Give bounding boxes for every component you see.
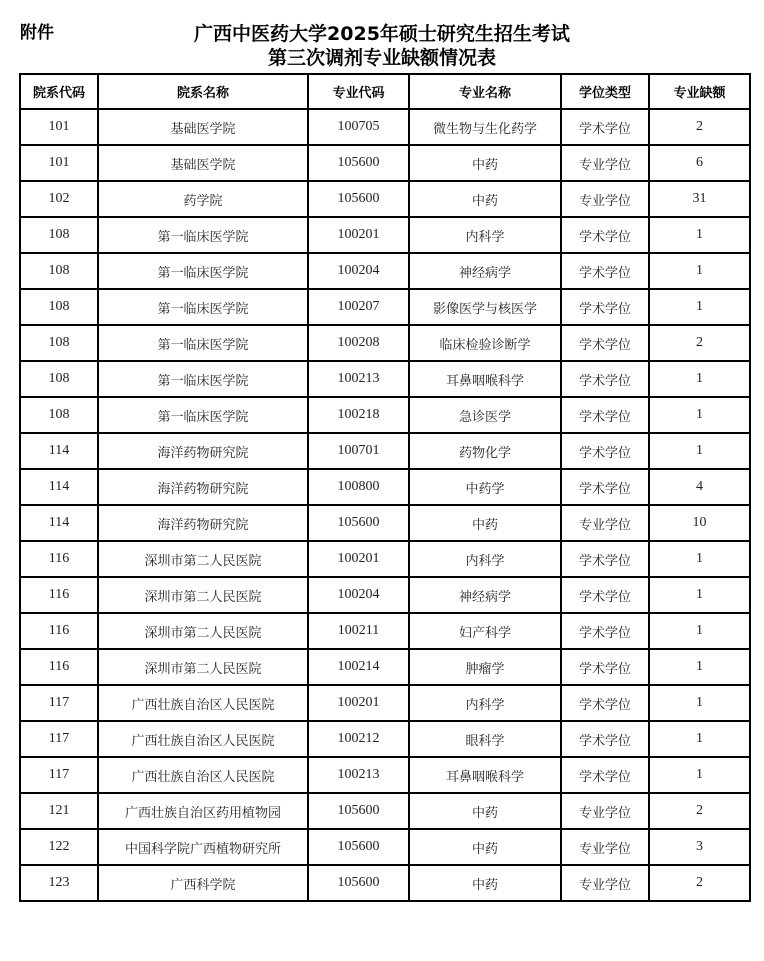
dept-name-cell: 广西科学院 <box>98 865 308 901</box>
major-code-cell: 105600 <box>308 829 409 865</box>
column-header: 专业名称 <box>409 74 561 109</box>
table-row <box>20 721 750 757</box>
major-name-cell: 神经病学 <box>409 253 561 289</box>
major-code-cell: 100211 <box>308 613 409 649</box>
dept-name-cell: 第一临床医学院 <box>98 397 308 433</box>
degree-type-cell: 学术学位 <box>561 433 649 469</box>
major-code-cell: 105600 <box>308 793 409 829</box>
major-name-cell: 中药 <box>409 793 561 829</box>
table-row <box>20 145 750 181</box>
vacancy-count-cell: 2 <box>649 793 750 829</box>
major-name-cell: 耳鼻咽喉科学 <box>409 361 561 397</box>
dept-name-cell: 广西壮族自治区人民医院 <box>98 685 308 721</box>
dept-code-cell: 101 <box>20 145 98 181</box>
dept-name-cell: 广西壮族自治区人民医院 <box>98 721 308 757</box>
dept-code-cell: 114 <box>20 433 98 469</box>
degree-type-cell: 学术学位 <box>561 685 649 721</box>
dept-name-cell: 基础医学院 <box>98 145 308 181</box>
table-row <box>20 613 750 649</box>
table-row <box>20 109 750 145</box>
vacancy-count-cell: 10 <box>649 505 750 541</box>
dept-code-cell: 108 <box>20 253 98 289</box>
major-name-cell: 临床检验诊断学 <box>409 325 561 361</box>
table-row <box>20 829 750 865</box>
major-name-cell: 急诊医学 <box>409 397 561 433</box>
dept-name-cell: 药学院 <box>98 181 308 217</box>
column-header: 专业代码 <box>308 74 409 109</box>
vacancy-count-cell: 1 <box>649 757 750 793</box>
dept-code-cell: 116 <box>20 613 98 649</box>
major-name-cell: 影像医学与核医学 <box>409 289 561 325</box>
major-code-cell: 105600 <box>308 145 409 181</box>
major-code-cell: 105600 <box>308 181 409 217</box>
vacancy-count-cell: 1 <box>649 721 750 757</box>
dept-name-cell: 第一临床医学院 <box>98 361 308 397</box>
vacancy-count-cell: 1 <box>649 433 750 469</box>
dept-code-cell: 117 <box>20 721 98 757</box>
degree-type-cell: 学术学位 <box>561 109 649 145</box>
major-code-cell: 105600 <box>308 505 409 541</box>
vacancy-count-cell: 1 <box>649 217 750 253</box>
vacancy-table <box>19 73 751 902</box>
major-code-cell: 100800 <box>308 469 409 505</box>
degree-type-cell: 学术学位 <box>561 757 649 793</box>
vacancy-count-cell: 2 <box>649 865 750 901</box>
dept-code-cell: 108 <box>20 217 98 253</box>
major-name-cell: 神经病学 <box>409 577 561 613</box>
vacancy-count-cell: 3 <box>649 829 750 865</box>
major-name-cell: 中药 <box>409 865 561 901</box>
major-code-cell: 100218 <box>308 397 409 433</box>
major-code-cell: 100207 <box>308 289 409 325</box>
dept-name-cell: 第一临床医学院 <box>98 289 308 325</box>
vacancy-count-cell: 31 <box>649 181 750 217</box>
major-name-cell: 妇产科学 <box>409 613 561 649</box>
dept-name-cell: 广西壮族自治区人民医院 <box>98 757 308 793</box>
dept-name-cell: 深圳市第二人民医院 <box>98 577 308 613</box>
vacancy-count-cell: 1 <box>649 685 750 721</box>
major-name-cell: 肿瘤学 <box>409 649 561 685</box>
degree-type-cell: 学术学位 <box>561 721 649 757</box>
dept-code-cell: 116 <box>20 649 98 685</box>
major-code-cell: 100204 <box>308 577 409 613</box>
major-name-cell: 内科学 <box>409 217 561 253</box>
table-header-row <box>20 74 750 109</box>
degree-type-cell: 学术学位 <box>561 613 649 649</box>
major-code-cell: 100201 <box>308 217 409 253</box>
degree-type-cell: 学术学位 <box>561 649 649 685</box>
major-name-cell: 内科学 <box>409 541 561 577</box>
table-row <box>20 505 750 541</box>
vacancy-count-cell: 1 <box>649 541 750 577</box>
dept-name-cell: 深圳市第二人民医院 <box>98 649 308 685</box>
table-row <box>20 865 750 901</box>
dept-name-cell: 海洋药物研究院 <box>98 469 308 505</box>
major-name-cell: 内科学 <box>409 685 561 721</box>
degree-type-cell: 学术学位 <box>561 325 649 361</box>
dept-code-cell: 108 <box>20 397 98 433</box>
major-name-cell: 耳鼻咽喉科学 <box>409 757 561 793</box>
degree-type-cell: 学术学位 <box>561 361 649 397</box>
dept-code-cell: 122 <box>20 829 98 865</box>
dept-code-cell: 116 <box>20 541 98 577</box>
dept-code-cell: 108 <box>20 361 98 397</box>
column-header: 院系名称 <box>98 74 308 109</box>
dept-code-cell: 108 <box>20 325 98 361</box>
major-code-cell: 105600 <box>308 865 409 901</box>
dept-name-cell: 第一临床医学院 <box>98 325 308 361</box>
vacancy-count-cell: 6 <box>649 145 750 181</box>
dept-code-cell: 101 <box>20 109 98 145</box>
degree-type-cell: 学术学位 <box>561 217 649 253</box>
degree-type-cell: 专业学位 <box>561 829 649 865</box>
major-code-cell: 100204 <box>308 253 409 289</box>
major-code-cell: 100213 <box>308 757 409 793</box>
major-code-cell: 100213 <box>308 361 409 397</box>
degree-type-cell: 学术学位 <box>561 541 649 577</box>
major-code-cell: 100214 <box>308 649 409 685</box>
table-row <box>20 469 750 505</box>
vacancy-count-cell: 4 <box>649 469 750 505</box>
vacancy-count-cell: 1 <box>649 397 750 433</box>
table-row <box>20 577 750 613</box>
major-code-cell: 100201 <box>308 541 409 577</box>
dept-name-cell: 基础医学院 <box>98 109 308 145</box>
dept-code-cell: 123 <box>20 865 98 901</box>
major-name-cell: 微生物与生化药学 <box>409 109 561 145</box>
column-header: 院系代码 <box>20 74 98 109</box>
major-code-cell: 100705 <box>308 109 409 145</box>
document-title: 广西中医药大学2025年硕士研究生招生考试 <box>194 23 570 45</box>
dept-name-cell: 海洋药物研究院 <box>98 505 308 541</box>
document-subtitle: 第三次调剂专业缺额情况表 <box>267 47 496 69</box>
dept-code-cell: 108 <box>20 289 98 325</box>
vacancy-count-cell: 1 <box>649 361 750 397</box>
degree-type-cell: 专业学位 <box>561 865 649 901</box>
degree-type-cell: 学术学位 <box>561 397 649 433</box>
degree-type-cell: 学术学位 <box>561 469 649 505</box>
dept-code-cell: 114 <box>20 469 98 505</box>
table-row <box>20 757 750 793</box>
major-code-cell: 100201 <box>308 685 409 721</box>
major-name-cell: 中药 <box>409 181 561 217</box>
attachment-label: 附件 <box>20 23 54 43</box>
dept-code-cell: 121 <box>20 793 98 829</box>
dept-name-cell: 中国科学院广西植物研究所 <box>98 829 308 865</box>
column-header: 专业缺额 <box>649 74 750 109</box>
major-name-cell: 药物化学 <box>409 433 561 469</box>
table-row <box>20 217 750 253</box>
table-row <box>20 397 750 433</box>
dept-code-cell: 116 <box>20 577 98 613</box>
table-body <box>20 109 750 901</box>
major-name-cell: 中药 <box>409 505 561 541</box>
dept-code-cell: 117 <box>20 757 98 793</box>
table-row <box>20 361 750 397</box>
major-code-cell: 100208 <box>308 325 409 361</box>
degree-type-cell: 专业学位 <box>561 505 649 541</box>
degree-type-cell: 专业学位 <box>561 793 649 829</box>
vacancy-count-cell: 2 <box>649 325 750 361</box>
major-name-cell: 眼科学 <box>409 721 561 757</box>
table-row <box>20 253 750 289</box>
degree-type-cell: 学术学位 <box>561 289 649 325</box>
table-row <box>20 541 750 577</box>
dept-name-cell: 广西壮族自治区药用植物园 <box>98 793 308 829</box>
table-row <box>20 181 750 217</box>
vacancy-count-cell: 1 <box>649 613 750 649</box>
table-row <box>20 793 750 829</box>
vacancy-count-cell: 1 <box>649 289 750 325</box>
major-code-cell: 100212 <box>308 721 409 757</box>
table-row <box>20 325 750 361</box>
vacancy-count-cell: 1 <box>649 577 750 613</box>
degree-type-cell: 学术学位 <box>561 577 649 613</box>
dept-name-cell: 深圳市第二人民医院 <box>98 541 308 577</box>
vacancy-count-cell: 2 <box>649 109 750 145</box>
vacancy-count-cell: 1 <box>649 649 750 685</box>
vacancy-count-cell: 1 <box>649 253 750 289</box>
dept-name-cell: 第一临床医学院 <box>98 217 308 253</box>
major-name-cell: 中药学 <box>409 469 561 505</box>
dept-code-cell: 102 <box>20 181 98 217</box>
degree-type-cell: 专业学位 <box>561 145 649 181</box>
dept-name-cell: 深圳市第二人民医院 <box>98 613 308 649</box>
degree-type-cell: 专业学位 <box>561 181 649 217</box>
dept-name-cell: 第一临床医学院 <box>98 253 308 289</box>
dept-code-cell: 117 <box>20 685 98 721</box>
dept-name-cell: 海洋药物研究院 <box>98 433 308 469</box>
major-code-cell: 100701 <box>308 433 409 469</box>
major-name-cell: 中药 <box>409 145 561 181</box>
major-name-cell: 中药 <box>409 829 561 865</box>
column-header: 学位类型 <box>561 74 649 109</box>
table-row <box>20 685 750 721</box>
table-row <box>20 649 750 685</box>
dept-code-cell: 114 <box>20 505 98 541</box>
table-row <box>20 433 750 469</box>
degree-type-cell: 学术学位 <box>561 253 649 289</box>
table-row <box>20 289 750 325</box>
